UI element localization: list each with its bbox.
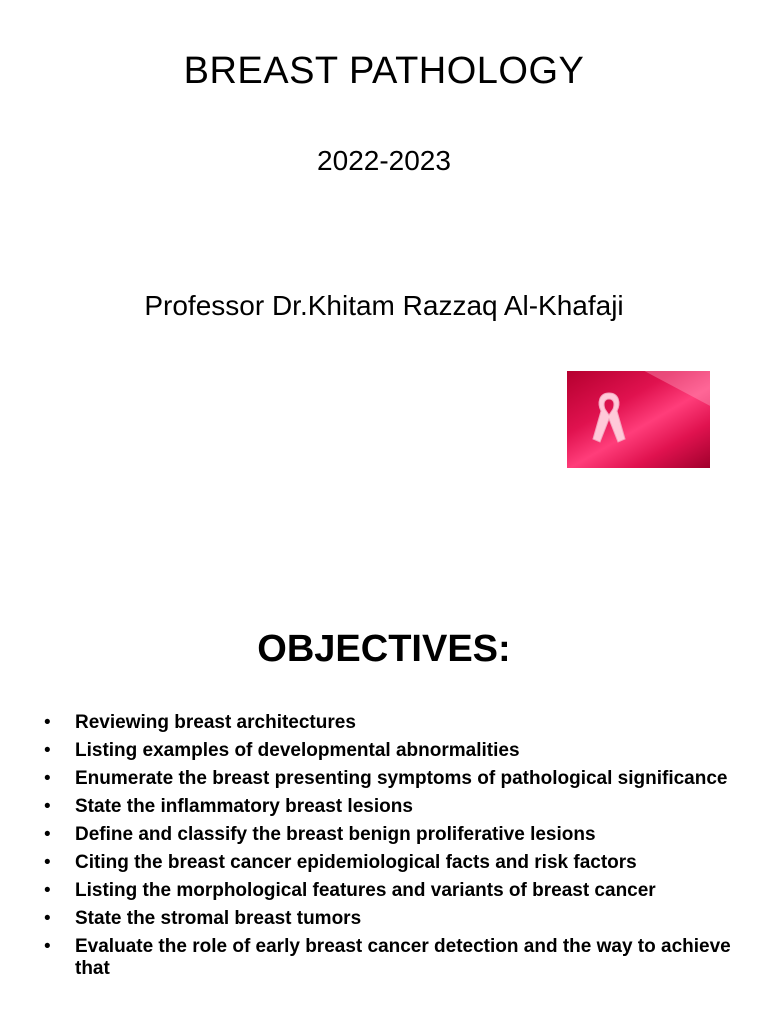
- list-item-text: State the inflammatory breast lesions: [75, 796, 413, 817]
- bullet: •: [44, 852, 51, 873]
- list-item: [44, 908, 744, 930]
- bullet: •: [44, 936, 51, 957]
- list-item-text: Listing examples of developmental abnormalities: [75, 740, 520, 761]
- bullet: •: [44, 740, 51, 761]
- list-item: [44, 796, 744, 818]
- author-name: Professor Dr.Khitam Razzaq Al-Khafaji: [144, 290, 624, 321]
- bullet: •: [44, 880, 51, 901]
- objectives-heading: OBJECTIVES:: [257, 628, 511, 670]
- list-item-text: Define and classify the breast benign proliferative lesions: [75, 824, 596, 845]
- academic-year: 2022-2023: [317, 145, 451, 176]
- list-item-text: Evaluate the role of early breast cancer detection and the way to achieve that: [75, 936, 731, 979]
- bullet: •: [44, 712, 51, 733]
- objectives-slide: [0, 560, 768, 1024]
- list-item-text: Enumerate the breast presenting symptoms of pathological significance: [75, 768, 728, 789]
- bullet: •: [44, 768, 51, 789]
- pink-ribbon-image: [567, 371, 710, 468]
- list-item: [44, 880, 744, 902]
- list-item: [44, 768, 744, 790]
- list-item: [44, 824, 744, 846]
- list-item: [44, 740, 744, 762]
- list-item: [44, 936, 744, 980]
- list-item-text: Listing the morphological features and variants of breast cancer: [75, 880, 656, 901]
- bullet: •: [44, 824, 51, 845]
- slide-title: BREAST PATHOLOGY: [183, 50, 585, 92]
- list-item-text: Citing the breast cancer epidemiological facts and risk factors: [75, 852, 637, 873]
- list-item-text: Reviewing breast architectures: [75, 712, 356, 733]
- pink-ribbon-icon: [589, 389, 629, 447]
- list-item-text: State the stromal breast tumors: [75, 908, 362, 929]
- list-item: [44, 852, 744, 874]
- bullet: •: [44, 796, 51, 817]
- objectives-list: [44, 712, 744, 986]
- list-item: [44, 712, 744, 734]
- bullet: •: [44, 908, 51, 929]
